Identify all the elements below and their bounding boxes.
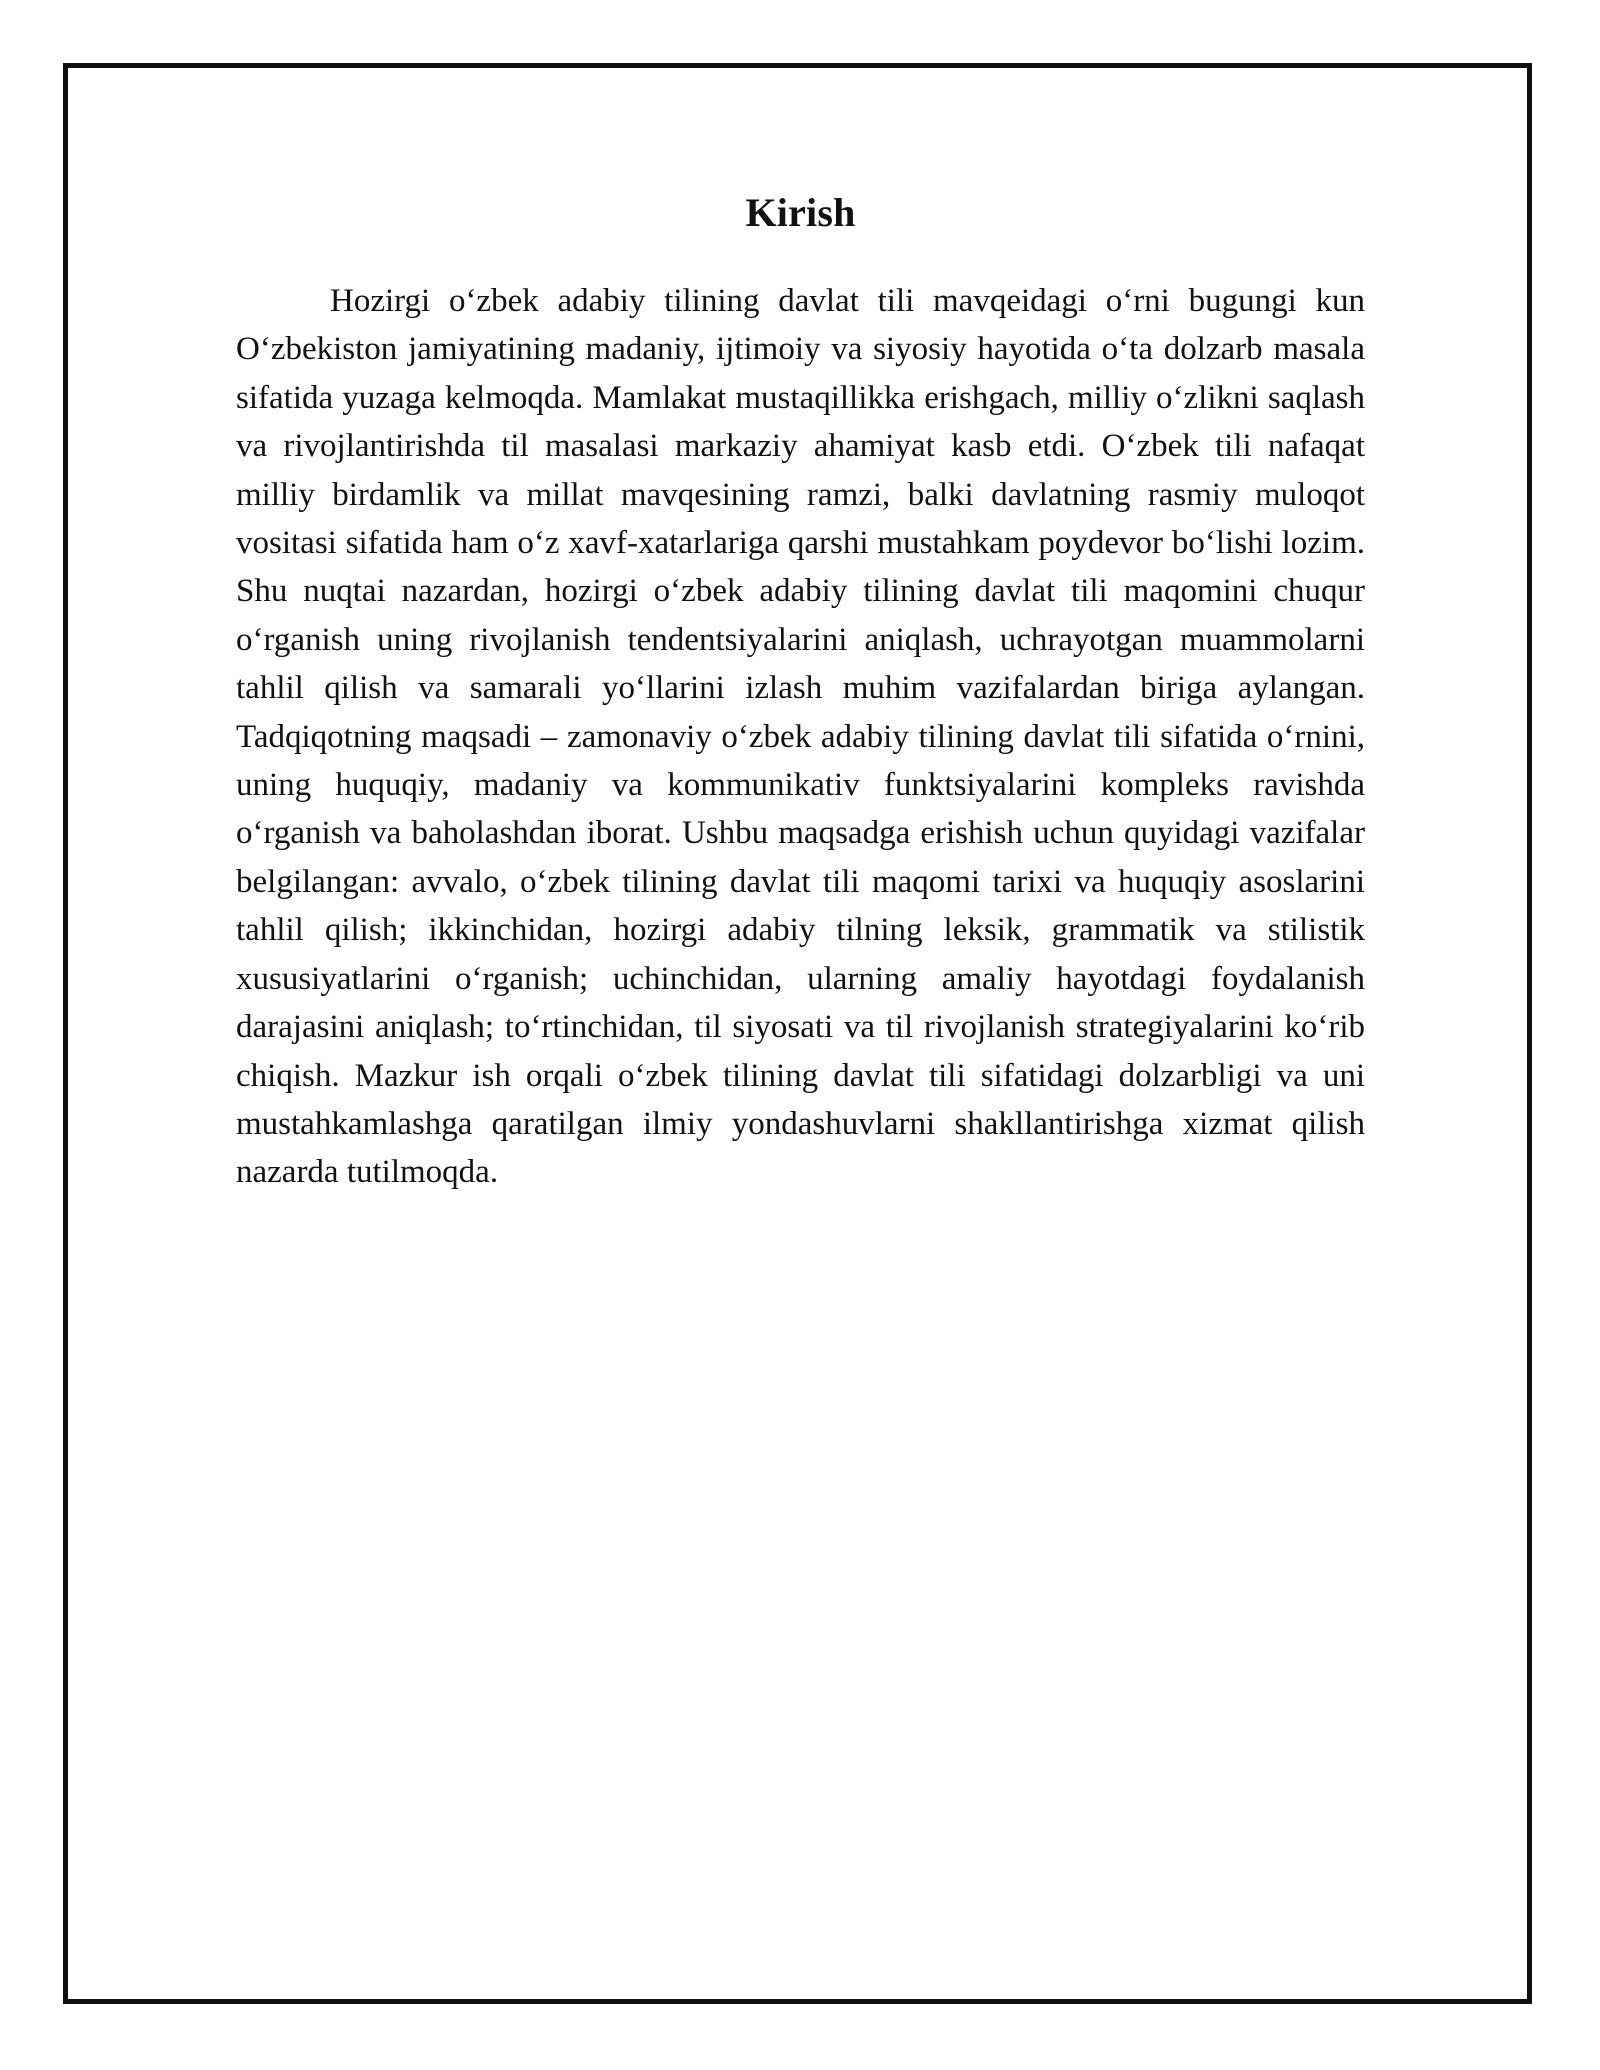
body-paragraph: Hozirgi o‘zbek adabiy tilining davlat tili mavqeidagi o‘rni bugungi kun O‘zbekiston jamiyatining madaniy, ijtimoiy va siyosiy hayotida o‘ta dolzarb masala sifatida yuzaga kelmoqda. Mamlakat mustaqillikka erishgach, milliy o‘zlikni saqlash va rivojlantirishda til masalasi markaziy ahamiyat kasb etdi. O‘zbek tili nafaqat milliy birdamlik va millat mavqesining ramzi, balki davlatning rasmiy muloqot vositasi sifatida ham o‘z xavf-xatarlariga qarshi mustahkam poydevor bo‘lishi lozim. Shu nuqtai nazardan, hozirgi o‘zbek adabiy tilining davlat tili maqomini chuqur o‘rganish uning rivojlanish tendentsiyalarini aniqlash, uchrayotgan muammolarni tahlil qilish va samarali yo‘llarini izlash muhim vazifalardan biriga aylangan. Tadqiqotning maqsadi – zamonaviy o‘zbek adabiy tilining davlat tili sifatida o‘rnini, uning huquqiy, madaniy va kommunikativ funktsiyalarini kompleks ravishda o‘rganish va baholashdan iborat. Ushbu maqsadga erishish uchun quyidagi vazifalar belgilangan: avvalo, o‘zbek tilining davlat tili maqomi tarixi va huquqiy asoslarini tahlil qilish; ikkinchidan, hozirgi adabiy tilning leksik, grammatik va stilistik xususiyatlarini o‘rganish; uchinchidan, ularning amaliy hayotdagi foydalanish darajasini aniqlash; to‘rtinchidan, til siyosati va til rivojlanish strategiyalarini ko‘rib chiqish. Mazkur ish orqali o‘zbek tilining davlat tili sifatidagi dolzarbligi va uni mustahkamlashga qaratilgan ilmiy yondashuvlarni shakllantirishga xizmat qilish nazarda tutilmoqda. xyxy=(236,283,1365,1191)
document-content xyxy=(236,185,1365,1197)
page-title: Kirish xyxy=(745,190,856,235)
